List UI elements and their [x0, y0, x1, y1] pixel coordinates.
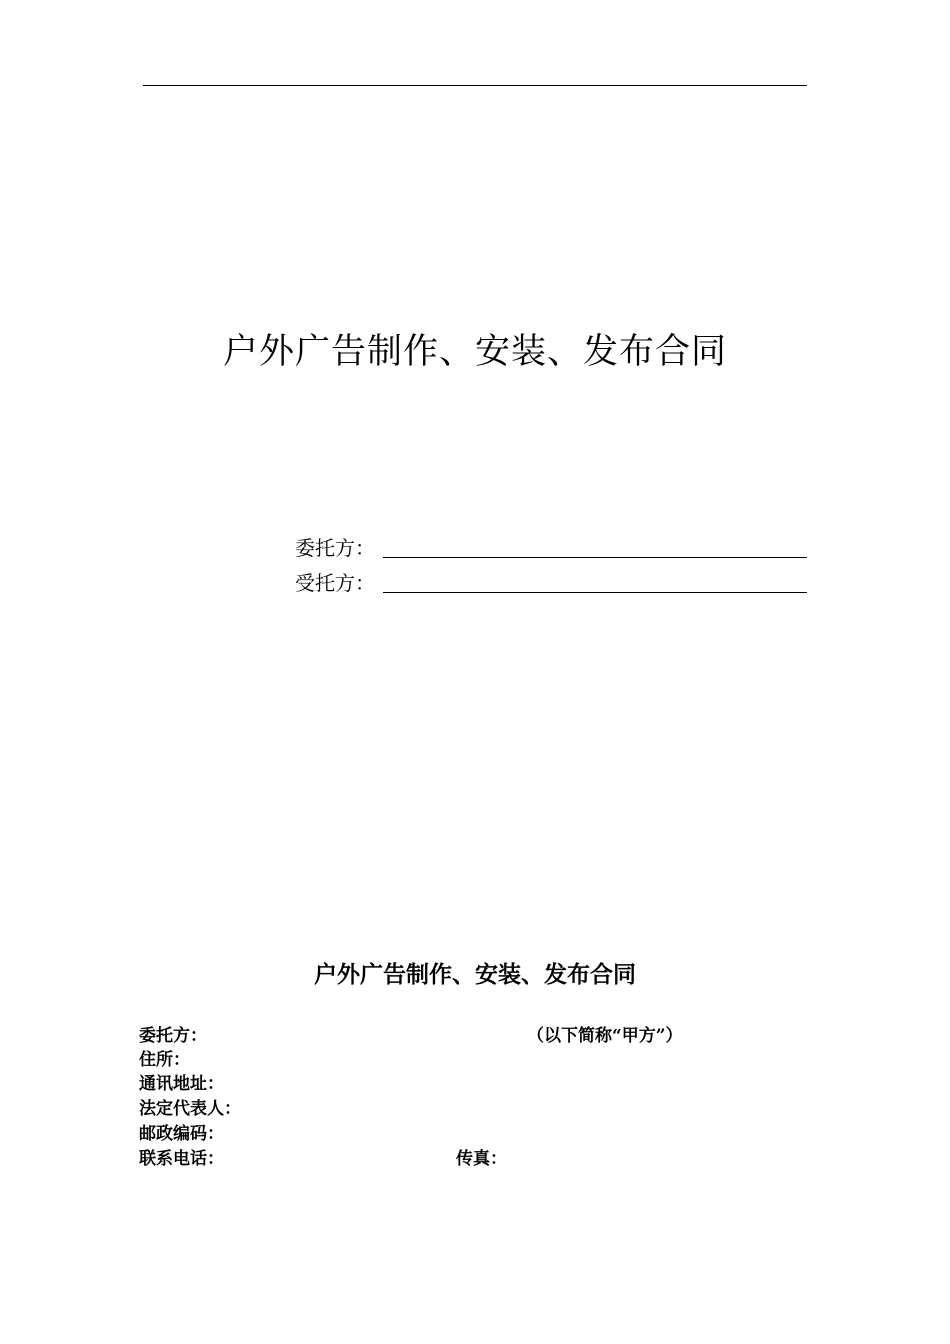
- cover-client-label: 委托方：: [295, 536, 375, 560]
- client-alias-note: （以下简称“甲方”）: [527, 1026, 683, 1046]
- postal-code-label: 邮政编码：: [139, 1124, 224, 1144]
- client-label: 委托方：: [139, 1026, 207, 1046]
- contract-title: 户外广告制作、安装、发布合同: [314, 961, 636, 988]
- cover-contractor-label: 受托方：: [295, 571, 375, 595]
- cover-title: 户外广告制作、安装、发布合同: [222, 332, 727, 372]
- residence-label: 住所：: [139, 1050, 190, 1070]
- header-rule: [143, 85, 807, 86]
- cover-contractor-blank-line: [383, 592, 807, 593]
- legal-representative-label: 法定代表人：: [139, 1099, 241, 1119]
- fax-label: 传真：: [456, 1149, 507, 1169]
- cover-client-blank-line: [383, 557, 807, 558]
- phone-label: 联系电话：: [139, 1149, 224, 1169]
- mailing-address-label: 通讯地址：: [139, 1074, 224, 1094]
